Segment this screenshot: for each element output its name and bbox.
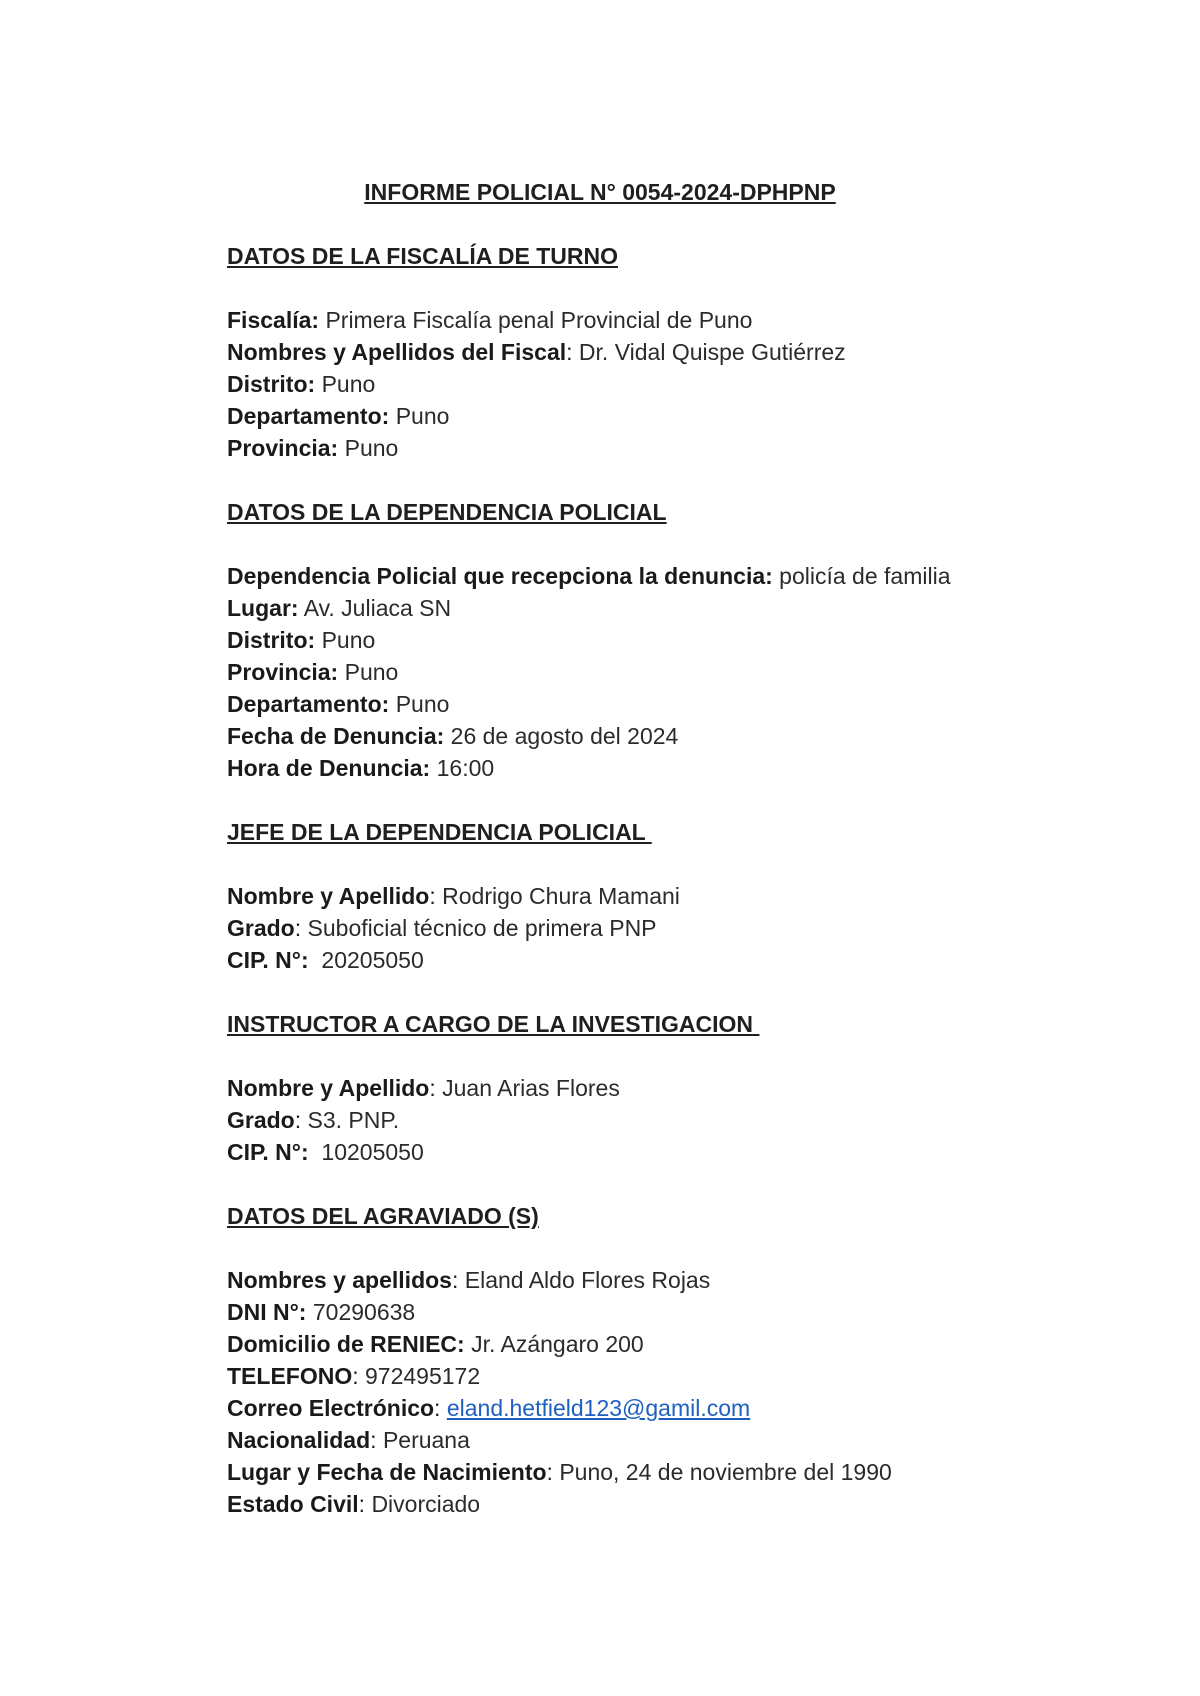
- section-dependencia: [227, 496, 1127, 784]
- field-cip: [227, 944, 1127, 976]
- field-separator: :: [429, 883, 443, 909]
- field-value: Puno: [321, 371, 376, 397]
- section-instructor: [227, 1008, 1127, 1168]
- field-separator: :: [451, 1267, 465, 1293]
- field-label: Lugar:: [227, 595, 299, 621]
- section-heading: DATOS DE LA DEPENDENCIA POLICIAL: [227, 499, 667, 525]
- field-separator: :: [352, 1363, 366, 1389]
- field-value: 16:00: [436, 755, 495, 781]
- field-value: Puno: [395, 691, 450, 717]
- field-value: Puno: [344, 435, 399, 461]
- field-label: Nombres y Apellidos del Fiscal: [227, 339, 567, 365]
- field-nombre-apellido: [227, 1072, 1127, 1104]
- field-nombres-apellidos: [227, 1264, 1127, 1296]
- field-distrito: [227, 368, 1127, 400]
- field-value: Puno, 24 de noviembre del 1990: [559, 1459, 892, 1485]
- section-agraviado: [227, 1200, 1127, 1520]
- field-label: Nombre y Apellido: [227, 883, 430, 909]
- field-value: Peruana: [382, 1427, 470, 1453]
- field-label: Distrito:: [227, 627, 316, 653]
- field-dependencia: [227, 560, 1127, 592]
- field-cip: [227, 1136, 1127, 1168]
- field-value: S3. PNP.: [307, 1107, 400, 1133]
- field-value: Divorciado: [371, 1491, 481, 1517]
- field-label: Grado: [227, 915, 295, 941]
- field-label: Nacionalidad: [227, 1427, 371, 1453]
- field-departamento: [227, 688, 1127, 720]
- field-label: Departamento:: [227, 691, 390, 717]
- field-nombre-fiscal: [227, 336, 1127, 368]
- field-separator: :: [294, 1107, 308, 1133]
- field-value: Puno: [395, 403, 450, 429]
- field-label: Nombres y apellidos: [227, 1267, 452, 1293]
- field-label: Fecha de Denuncia:: [227, 723, 445, 749]
- field-grado: [227, 912, 1127, 944]
- field-provincia: [227, 432, 1127, 464]
- field-label: Provincia:: [227, 659, 339, 685]
- field-telefono: [227, 1360, 1127, 1392]
- section-heading: DATOS DEL AGRAVIADO (S): [227, 1203, 539, 1229]
- section-heading: JEFE DE LA DEPENDENCIA POLICIAL: [227, 819, 652, 845]
- field-label: CIP. N°:: [227, 1139, 309, 1165]
- field-fiscalia: [227, 304, 1127, 336]
- field-separator: [309, 1139, 322, 1165]
- field-distrito: [227, 624, 1127, 656]
- field-value: policía de familia: [779, 563, 951, 589]
- field-estado-civil: [227, 1488, 1127, 1520]
- field-label: Domicilio de RENIEC:: [227, 1331, 465, 1357]
- document-title: INFORME POLICIAL N° 0054-2024-DPHPNP: [364, 179, 836, 205]
- field-label: Estado Civil: [227, 1491, 359, 1517]
- field-value: Primera Fiscalía penal Provincial de Puno: [325, 307, 753, 333]
- field-label: Distrito:: [227, 371, 316, 397]
- section-heading: DATOS DE LA FISCALÍA DE TURNO: [227, 243, 618, 269]
- email-link[interactable]: eland.hetfield123@gamil.com: [446, 1395, 751, 1421]
- field-value: Dr. Vidal Quispe Gutiérrez: [578, 339, 846, 365]
- field-value: 20205050: [321, 947, 424, 973]
- field-label: Grado: [227, 1107, 295, 1133]
- field-separator: [309, 947, 322, 973]
- field-grado: [227, 1104, 1127, 1136]
- field-label: Nombre y Apellido: [227, 1075, 430, 1101]
- field-dni: [227, 1296, 1127, 1328]
- field-value: Suboficial técnico de primera PNP: [307, 915, 657, 941]
- field-value: Puno: [321, 627, 376, 653]
- field-value: 26 de agosto del 2024: [450, 723, 679, 749]
- field-value: Eland Aldo Flores Rojas: [464, 1267, 711, 1293]
- field-value: Juan Arias Flores: [442, 1075, 620, 1101]
- field-value: Av. Juliaca SN: [303, 595, 452, 621]
- field-value: Jr. Azángaro 200: [471, 1331, 644, 1357]
- section-jefe: [227, 816, 1127, 976]
- field-separator: :: [434, 1395, 447, 1421]
- field-label: Fiscalía:: [227, 307, 320, 333]
- field-nombre-apellido: [227, 880, 1127, 912]
- field-label: DNI N°:: [227, 1299, 307, 1325]
- field-separator: :: [358, 1491, 372, 1517]
- field-lugar-fecha-nacimiento: [227, 1456, 1127, 1488]
- field-value: 70290638: [312, 1299, 416, 1325]
- field-separator: :: [294, 915, 308, 941]
- field-value: Puno: [344, 659, 399, 685]
- section-heading: INSTRUCTOR A CARGO DE LA INVESTIGACION: [227, 1011, 760, 1037]
- field-value: Rodrigo Chura Mamani: [442, 883, 680, 909]
- field-nacionalidad: [227, 1424, 1127, 1456]
- field-value: 972495172: [365, 1363, 481, 1389]
- field-label: Departamento:: [227, 403, 390, 429]
- field-value: 10205050: [321, 1139, 424, 1165]
- field-fecha-denuncia: [227, 720, 1127, 752]
- document-body: [227, 240, 1127, 1552]
- field-separator: :: [546, 1459, 560, 1485]
- field-correo: [227, 1392, 1127, 1424]
- field-separator: :: [566, 339, 579, 365]
- field-lugar: [227, 592, 1127, 624]
- field-label: Dependencia Policial que recepciona la denuncia:: [227, 563, 773, 589]
- field-separator: :: [370, 1427, 383, 1453]
- field-provincia: [227, 656, 1127, 688]
- section-fiscalia: [227, 240, 1127, 464]
- field-hora-denuncia: [227, 752, 1127, 784]
- field-domicilio: [227, 1328, 1127, 1360]
- field-separator: :: [429, 1075, 443, 1101]
- field-label: Provincia:: [227, 435, 339, 461]
- field-label: Correo Electrónico: [227, 1395, 435, 1421]
- field-label: TELEFONO: [227, 1363, 353, 1389]
- field-label: Hora de Denuncia:: [227, 755, 431, 781]
- field-departamento: [227, 400, 1127, 432]
- field-label: Lugar y Fecha de Nacimiento: [227, 1459, 547, 1485]
- field-label: CIP. N°:: [227, 947, 309, 973]
